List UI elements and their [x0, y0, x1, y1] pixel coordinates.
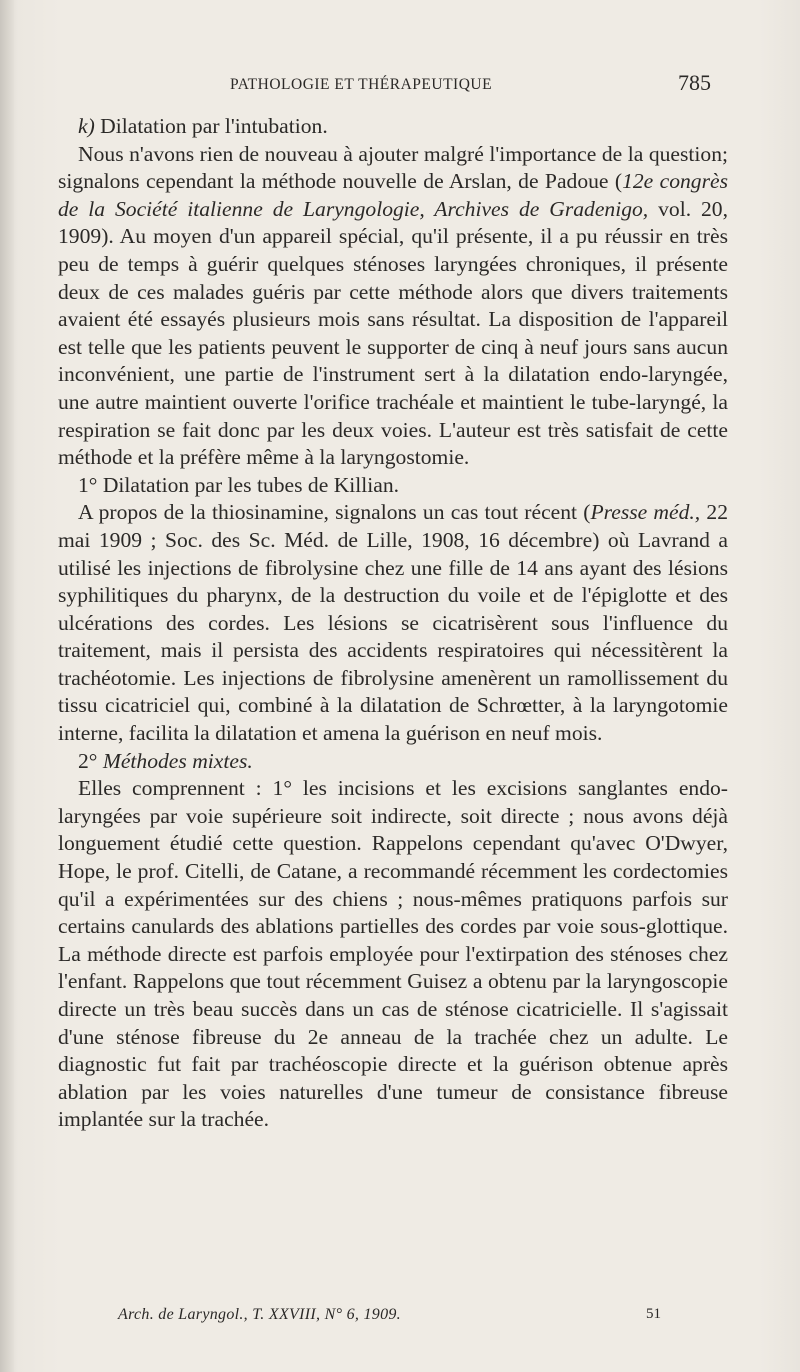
- paragraph-text: vol. 20, 1909). Au moyen d'un appareil spécial, qu'il présente, il a pu réussir en très peu de temps à guérir quelques sténoses laryngées chroniques, il présente deux de ces malades guéris par cette méthode alors que divers traitements avaient été essayés plusieurs mois sans résultat. La disposition de l'appareil est telle que les patients peuvent le supporter de cinq à neuf jours sans aucun inconvénient, une partie de l'instrument sert à la dilatation endo-laryngée, une autre maintient ouverte l'orifice trachéale et maintient le tube-laryngé, la respiration se fait donc par les deux voies. L'auteur est très satisfait de cette méthode et la préfère même à la laryngostomie.: [58, 196, 729, 470]
- body-text: [58, 113, 728, 1134]
- section-heading-mixtes: [58, 748, 728, 776]
- footer-citation: Arch. de Laryngol., T. XXVIII, N° 6, 1909.: [118, 1306, 401, 1323]
- paragraph-text: 22 mai 1909 ; Soc. des Sc. Méd. de Lille, 1908, 16 décembre) où Lavrand a utilisé les injections de fibrolysine chez une fille de 14 ans ayant des lésions syphilitiques du pharynx, de la destruction du voile et de l'épiglotte et des ulcérations des cordes. Les lésions se cicatrisèrent sous l'influence du traitement, mais il persista des accidents respiratoires qui nécessitèrent la trachéotomie. Les injections de fibrolysine amenèrent un ramollissement du tissu cicatriciel qui, combiné à la dilatation de Schrœtter, à la laryngotomie interne, facilita la dilatation et amena la guérison en neuf mois.: [58, 500, 728, 746]
- paragraph-citation: Presse méd.,: [590, 500, 701, 525]
- section-heading-killian: 1° Dilatation par les tubes de Killian.: [78, 472, 400, 497]
- paragraph-thiosinamine: [58, 499, 728, 747]
- paragraph-text: A propos de la thiosinamine, signalons un cas tout récent (: [78, 500, 591, 525]
- paragraph-methodes-mixtes: Elles comprennent : 1° les incisions et les excisions sanglantes endo-laryngées par voie supérieure soit indirecte, soit directe ; nous avons déjà longuement étudié cette question. Rappelons cependant qu'avec O'Dwyer, Hope, le prof. Citelli, de Catane, a recommandé récemment les cordectomies qu'il a expérimentées sur des chiens ; nous-mêmes pratiquons parfois sur certains canulards des ablations partielles des cordes par voie sous-glottique. La méthode directe est parfois employée pour l'extirpation des sténoses chez l'enfant. Rappelons que tout récemment Guisez a obtenu par la laryngoscopie directe un très beau succès dans un cas de sténose cicatricielle. Il s'agissait d'une sténose fibreuse du 2e anneau de la trachée chez un adulte. Le diagnostic fut fait par trachéoscopie directe et la guérison obtenue après ablation par les voies naturelles d'une tumeur de consistance fibreuse implantée sur la trachée.: [58, 776, 728, 1132]
- running-title: PATHOLOGIE ET THÉRAPEUTIQUE: [230, 76, 493, 93]
- section-number: 2°: [78, 748, 103, 773]
- section-heading-k: [58, 113, 728, 141]
- page-footer: [118, 1306, 678, 1332]
- section-letter: k): [78, 114, 95, 138]
- page-gutter: [0, 0, 14, 1372]
- paragraph-arslan: [58, 141, 728, 472]
- section-title: Dilatation par l'intubation.: [94, 114, 328, 138]
- page-number: 785: [678, 70, 711, 95]
- page-header: [230, 72, 790, 102]
- footer-signature: 51: [646, 1306, 661, 1322]
- paragraph-citation: 12e congrès de la Société italienne de Laryngologie, Archives de Gradenigo,: [58, 169, 728, 221]
- paragraph-text: Nous n'avons rien de nouveau à ajouter malgré l'importance de la question; signalons cependant la méthode nouvelle de Arslan, de Padoue (: [58, 141, 728, 194]
- section-title: Méthodes mixtes.: [102, 748, 253, 773]
